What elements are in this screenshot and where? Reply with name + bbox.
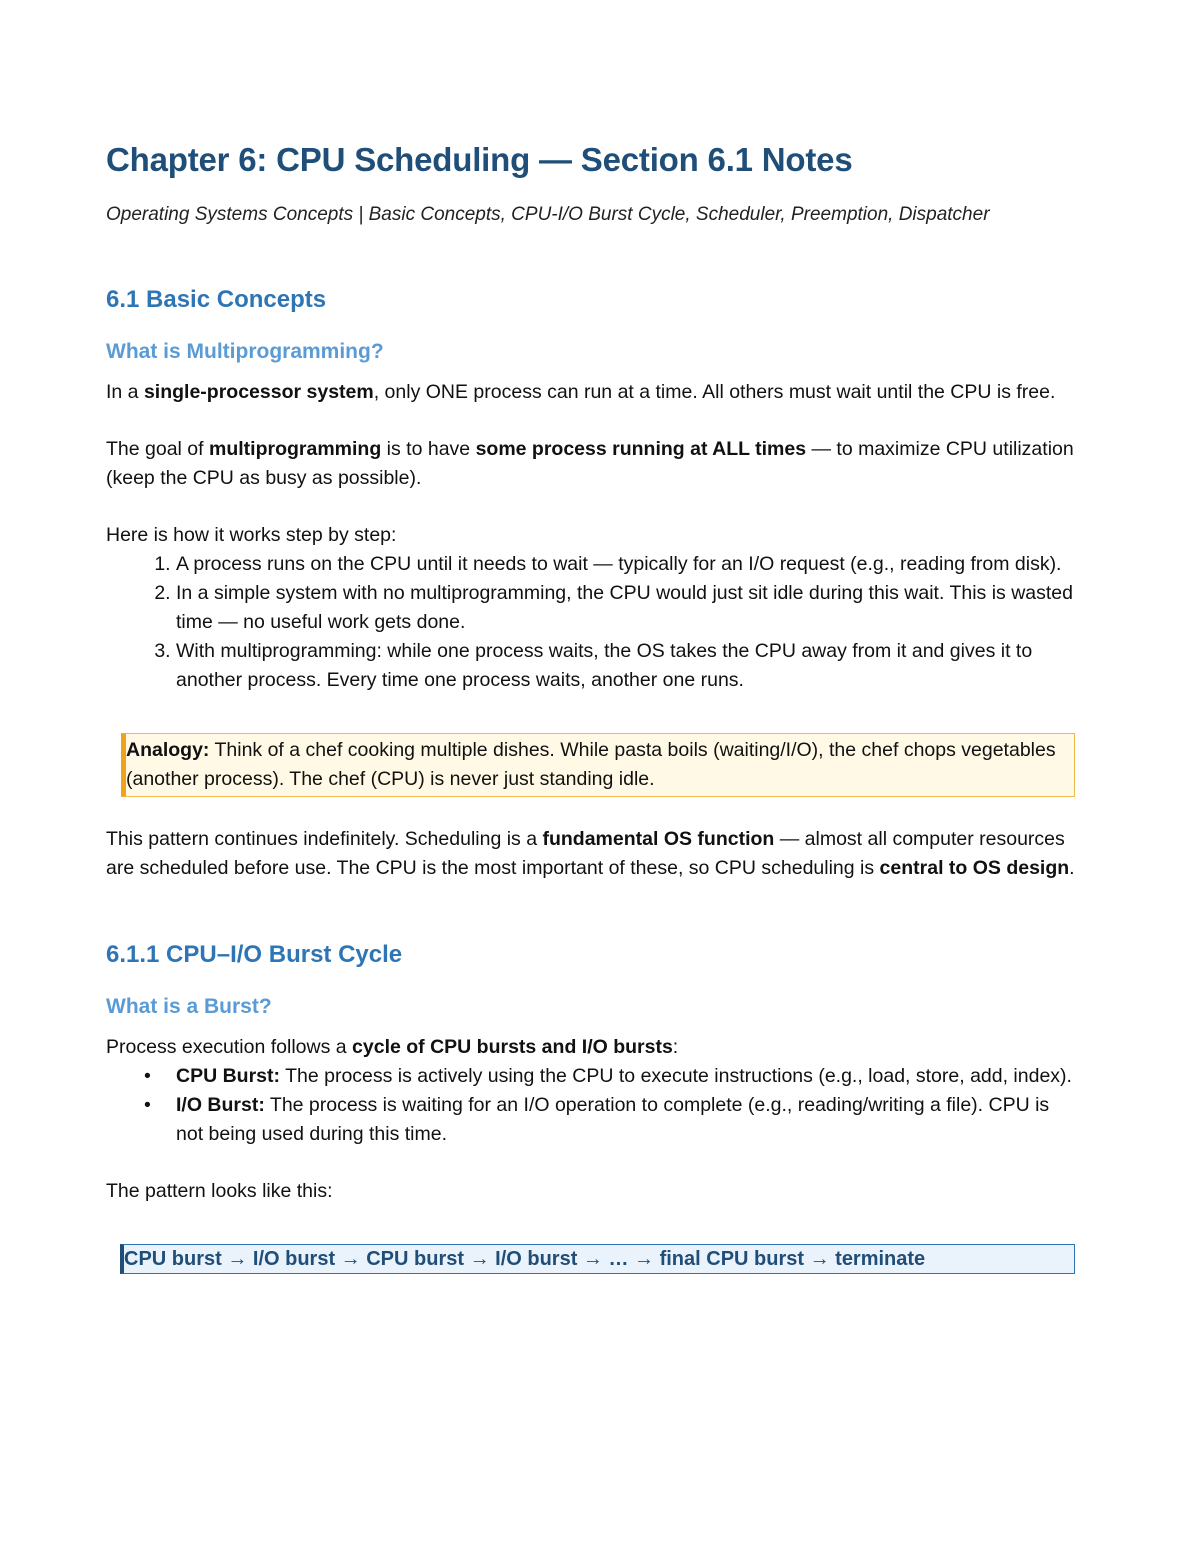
bullet-icon: •	[144, 1065, 151, 1088]
bullet-icon: •	[144, 1094, 151, 1117]
page-title: Chapter 6: CPU Scheduling — Section 6.1 Notes	[106, 141, 853, 178]
paragraph-single-processor: In a single-processor system, only ONE process can run at a time. All others must wait until the CPU is free.	[106, 381, 1056, 404]
section-heading-burst-cycle: 6.1.1 CPU–I/O Burst Cycle	[106, 941, 403, 969]
list-item: 1. A process runs on the CPU until it needs to wait — typically for an I/O request (e.g., reading from disk).	[176, 550, 1080, 579]
paragraph-scheduling: This pattern continues indefinitely. Scheduling is a fundamental OS function — almost all computer resources are scheduled before use. The CPU is the most important of these, so CPU scheduling is central to OS design.	[106, 828, 1075, 880]
paragraph-steps-intro: Here is how it works step by step:	[106, 524, 397, 547]
list-item: 2. In a simple system with no multiprogramming, the CPU would just sit idle during this wait. This is wasted time — no useful work gets done.	[176, 579, 1080, 637]
paragraph-burst-cycle: Process execution follows a cycle of CPU bursts and I/O bursts:	[106, 1036, 679, 1059]
section-heading-basic-concepts: 6.1 Basic Concepts	[106, 286, 327, 314]
burst-list	[106, 1062, 1080, 1149]
list-item: • I/O Burst: The process is waiting for an I/O operation to complete (e.g., reading/writing a file). CPU is not being used during this time.	[176, 1091, 1080, 1149]
burst-flow-box: CPU burst → I/O burst → CPU burst → I/O burst → … → final CPU burst → terminate	[120, 1244, 1075, 1274]
analogy-text: Analogy: Think of a chef cooking multiple dishes. While pasta boils (waiting/I/O), the chef chops vegetables (another process). The chef (CPU) is never just standing idle.	[126, 739, 1056, 791]
subheading-multiprogramming: What is Multiprogramming?	[106, 340, 384, 364]
list-item: 3. With multiprogramming: while one process waits, the OS takes the CPU away from it and gives it to another process. Every time one process waits, another one runs.	[176, 637, 1080, 695]
subheading-burst: What is a Burst?	[106, 995, 272, 1019]
paragraph-goal: The goal of multiprogramming is to have some process running at ALL times — to maximize CPU utilization (keep the CPU as busy as possible).	[106, 438, 1074, 490]
steps-list	[106, 550, 1080, 695]
list-item: • CPU Burst: The process is actively using the CPU to execute instructions (e.g., load, store, add, index).	[176, 1062, 1080, 1091]
analogy-callout	[121, 733, 1075, 797]
paragraph-pattern-intro: The pattern looks like this:	[106, 1180, 333, 1203]
page-subtitle: Operating Systems Concepts | Basic Concepts, CPU-I/O Burst Cycle, Scheduler, Preemption, Dispatcher	[106, 203, 990, 225]
